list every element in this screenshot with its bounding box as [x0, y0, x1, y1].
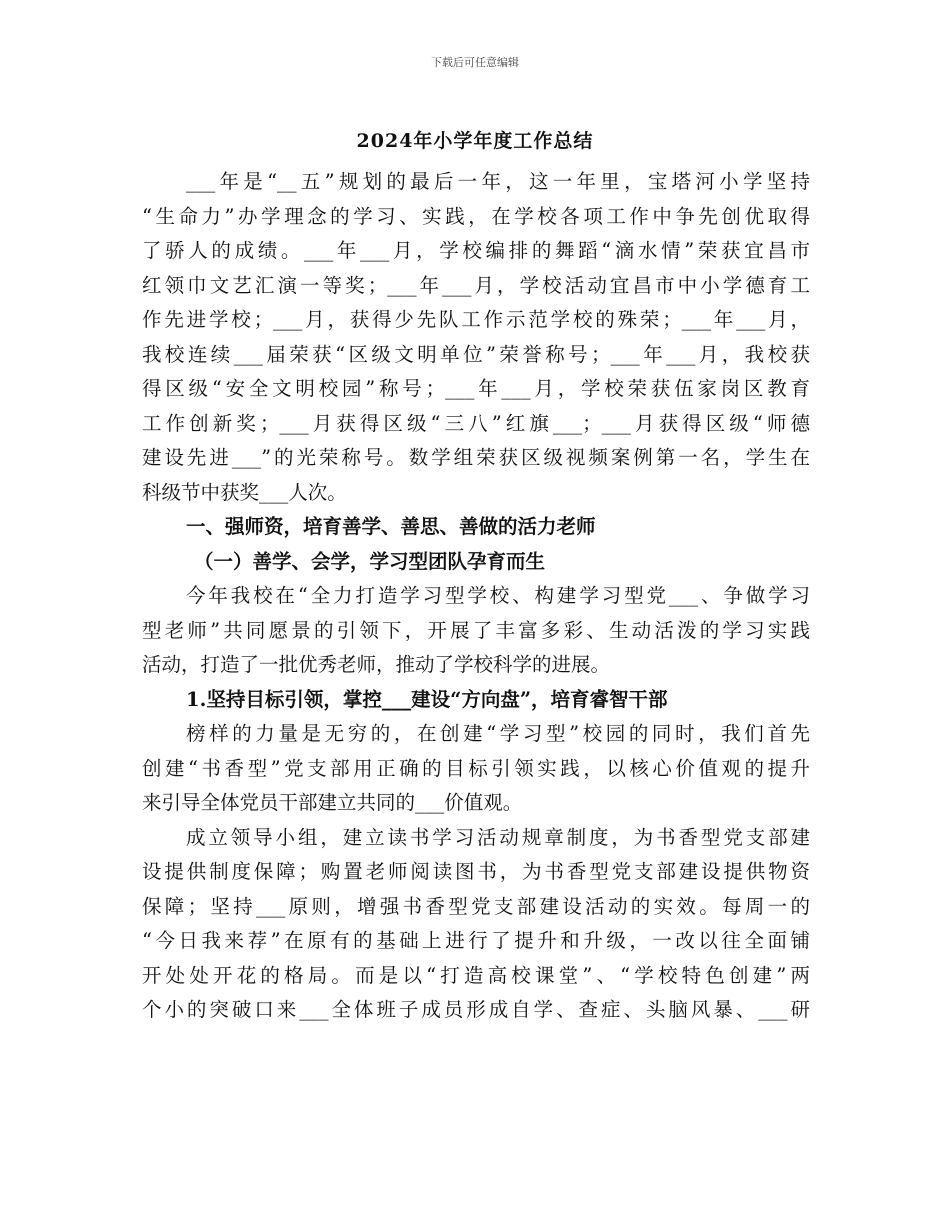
paragraph-line: 活动，打造了一批优秀老师，推动了学校科学的进展。 [142, 653, 611, 676]
paragraph-line: 工作创新奖；___月获得区级“三八”红旗___；___月获得区级“师德 [142, 411, 810, 435]
header-note: 下载后可任意编辑 [431, 56, 519, 69]
subsection-heading: （一）善学、会学，学习型团队孕育而生 [194, 549, 546, 573]
paragraph-line: 建设先进___”的光荣称号。数学组荣获区级视频案例第一名，学生在 [142, 446, 810, 469]
paragraph-line: 科级节中获奖___人次。 [142, 480, 347, 504]
document-title: 2024年小学年度工作总结 [356, 130, 594, 152]
section-heading: 一、强师资，培育善学、善思、善做的活力老师 [186, 515, 596, 538]
paragraph-line: 红领巾文艺汇演一等奖；___年___月，学校活动宜昌市中小学德育工 [142, 273, 810, 297]
paragraph-line: 开处处开花的格局。而是以“打造高校课堂”、“学校特色创建”两 [142, 963, 810, 987]
paragraph-line: 我校连续___届荣获“区级文明单位”荣誉称号；___年___月，我校获 [142, 342, 810, 366]
paragraph-line: 设提供制度保障；购置老师阅读图书，为书香型党支部建设提供物资 [142, 860, 810, 883]
paragraph-line: 保障；坚持___原则，增强书香型党支部建设活动的实效。每周一的 [142, 894, 810, 918]
paragraph-line: 来引导全体党员干部建立共同的___价值观。 [142, 791, 523, 814]
paragraph-line: 成立领导小组，建立读书学习活动规章制度，为书香型党支部建 [186, 825, 810, 849]
item-heading: 1.坚持目标引领，掌控___建设“方向盘”，培育睿智干部 [186, 687, 668, 711]
paragraph-line: “今日我来荐”在原有的基础上进行了提升和升级，一改以往全面铺 [142, 929, 810, 952]
paragraph-line: 了骄人的成绩。___年___月，学校编排的舞蹈“滴水情”荣获宜昌市 [142, 239, 810, 262]
paragraph-line: 型老师”共同愿景的引领下，开展了丰富多彩、生动活泼的学习实践 [142, 618, 810, 642]
paragraph-line: 创建“书香型”党支部用正确的目标引领实践，以核心价值观的提升 [142, 756, 810, 780]
paragraph-line: “生命力”办学理念的学习、实践，在学校各项工作中争先创优取得 [142, 204, 810, 228]
paragraph-line: 榜样的力量是无穷的，在创建“学习型”校园的同时，我们首先 [186, 722, 810, 745]
paragraph-line: 今年我校在“全力打造学习型学校、构建学习型党___、争做学习 [186, 584, 810, 607]
document-body [142, 165, 810, 1028]
paragraph-line: 个小的突破口来___全体班子成员形成自学、查症、头脑风暴、___研 [142, 998, 810, 1021]
paragraph-line: 得区级“安全文明校园”称号；___年___月，学校荣获伍家岗区教育 [142, 377, 810, 400]
paragraph-line: ___年是“__五”规划的最后一年，这一年里，宝塔河小学坚持 [186, 170, 810, 193]
paragraph-line: 作先进学校；___月，获得少先队工作示范学校的殊荣；___年___月， [142, 308, 810, 331]
